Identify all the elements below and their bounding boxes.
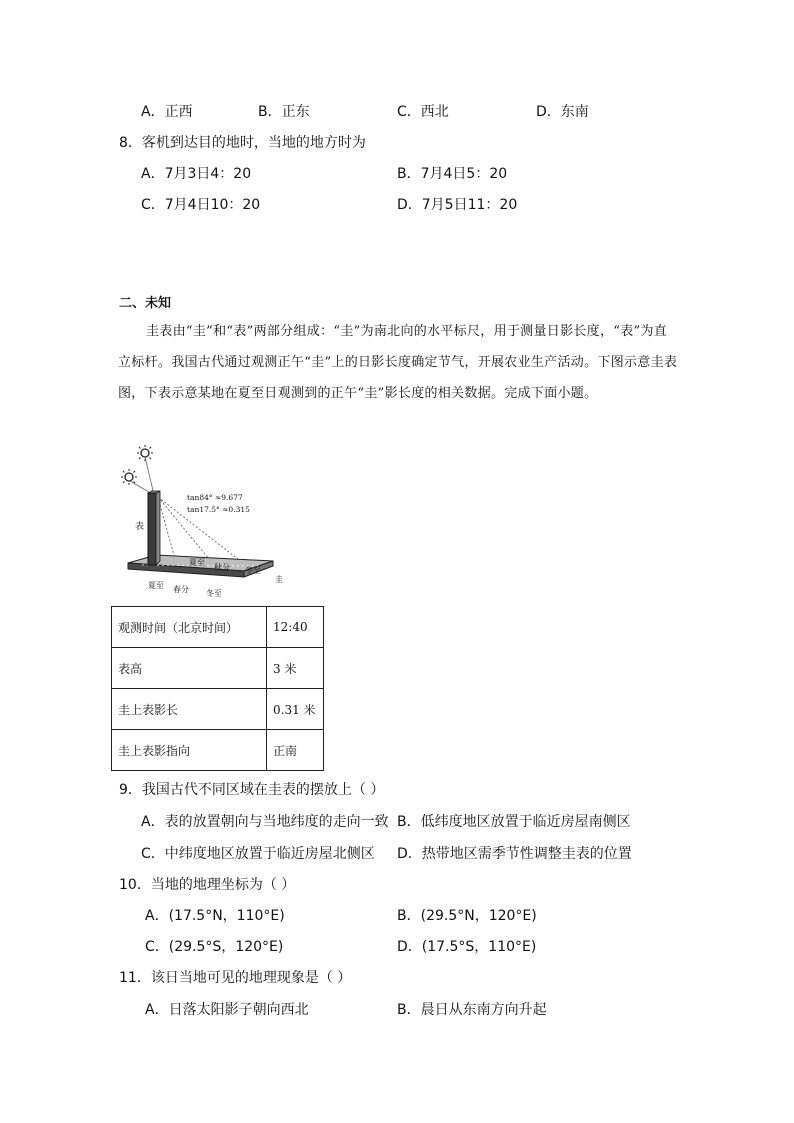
q7-option-d: D．东南	[536, 104, 589, 120]
table-cell-label: 圭上表影长	[112, 689, 267, 730]
q11-option-b: B．晨日从东南方向升起	[397, 1002, 547, 1018]
table-cell-value: 正南	[267, 730, 324, 771]
q8-option-b: B．7月4日5：20	[397, 166, 508, 182]
table-cell-value: 12:40	[267, 607, 324, 648]
q9-option-c: C．中纬度地区放置于临近房屋北侧区	[141, 846, 375, 862]
biao-pole	[148, 491, 160, 565]
q10-stem: 10．当地的地理坐标为（ ）	[119, 877, 296, 893]
sun-low-icon	[121, 469, 137, 485]
gnomon-diagram	[118, 445, 288, 605]
q8-stem: 8．客机到达目的地时，当地的地方时为	[119, 135, 366, 151]
table-cell-label: 表高	[112, 648, 267, 689]
formula-tan84: tan84° ≈9.677	[187, 493, 243, 502]
q7-option-c: C．西北	[397, 104, 449, 120]
winter-solstice-right-label: 冬至	[245, 566, 261, 575]
autumn-equinox-label: 秋分	[214, 563, 230, 572]
q10-option-b: B．(29.5°N，120°E)	[397, 908, 537, 924]
table-row	[112, 730, 324, 771]
table-cell-label: 观测时间（北京时间）	[112, 607, 267, 648]
q11-option-a: A．日落太阳影子朝向西北	[145, 1002, 309, 1018]
gui-label: 圭	[275, 575, 283, 584]
q9-option-d: D．热带地区需季节性调整圭表的位置	[397, 846, 632, 862]
q8-option-c: C．7月4日10：20	[141, 197, 261, 213]
q7-option-b: B．正东	[258, 104, 310, 120]
q8-option-d: D．7月5日11：20	[397, 197, 518, 213]
q11-stem: 11．该日当地可见的地理现象是（ ）	[119, 970, 352, 986]
summer-solstice-top-label: 夏至	[189, 558, 205, 567]
observation-table	[111, 606, 324, 771]
table-cell-value: 0.31 米	[267, 689, 324, 730]
winter-solstice-bottom-label: 冬至	[206, 589, 222, 598]
q9-stem: 9．我国古代不同区域在圭表的摆放上（ ）	[119, 782, 385, 798]
spring-equinox-label: 春分	[173, 585, 189, 594]
q8-option-a: A．7月3日4：20	[141, 166, 252, 182]
q10-option-d: D．(17.5°S，110°E)	[397, 939, 537, 955]
q9-option-b: B．低纬度地区放置于临近房屋南侧区	[397, 814, 631, 830]
q9-option-a: A．表的放置朝向与当地纬度的走向一致	[141, 814, 389, 830]
table-cell-label: 圭上表影指向	[112, 730, 267, 771]
table-row	[112, 648, 324, 689]
q10-option-c: C．(29.5°S，120°E)	[145, 939, 284, 955]
table-cell-value: 3 米	[267, 648, 324, 689]
formula-tan17-5: tan17.5° ≈0.315	[187, 505, 250, 514]
passage-text: 圭表由“圭”和“表”两部分组成：“圭”为南北向的水平标尺，用于测量日影长度，“表”为直立标杆。我国古代通过观测正午“圭”上的日影长度确定节气，开展农业生产活动。下图示意圭表图，下表示意某地在夏至日观测到的正午“圭”影长度的相关数据。完成下面小题。	[118, 324, 678, 401]
biao-label: 表	[135, 522, 145, 532]
q10-option-a: A．(17.5°N，110°E)	[145, 908, 285, 924]
section-title: 二、未知	[119, 296, 172, 311]
table-row	[112, 689, 324, 730]
q7-option-a: A．正西	[141, 104, 193, 120]
summer-solstice-bottom-label: 夏至	[148, 581, 164, 590]
table-row	[112, 607, 324, 648]
